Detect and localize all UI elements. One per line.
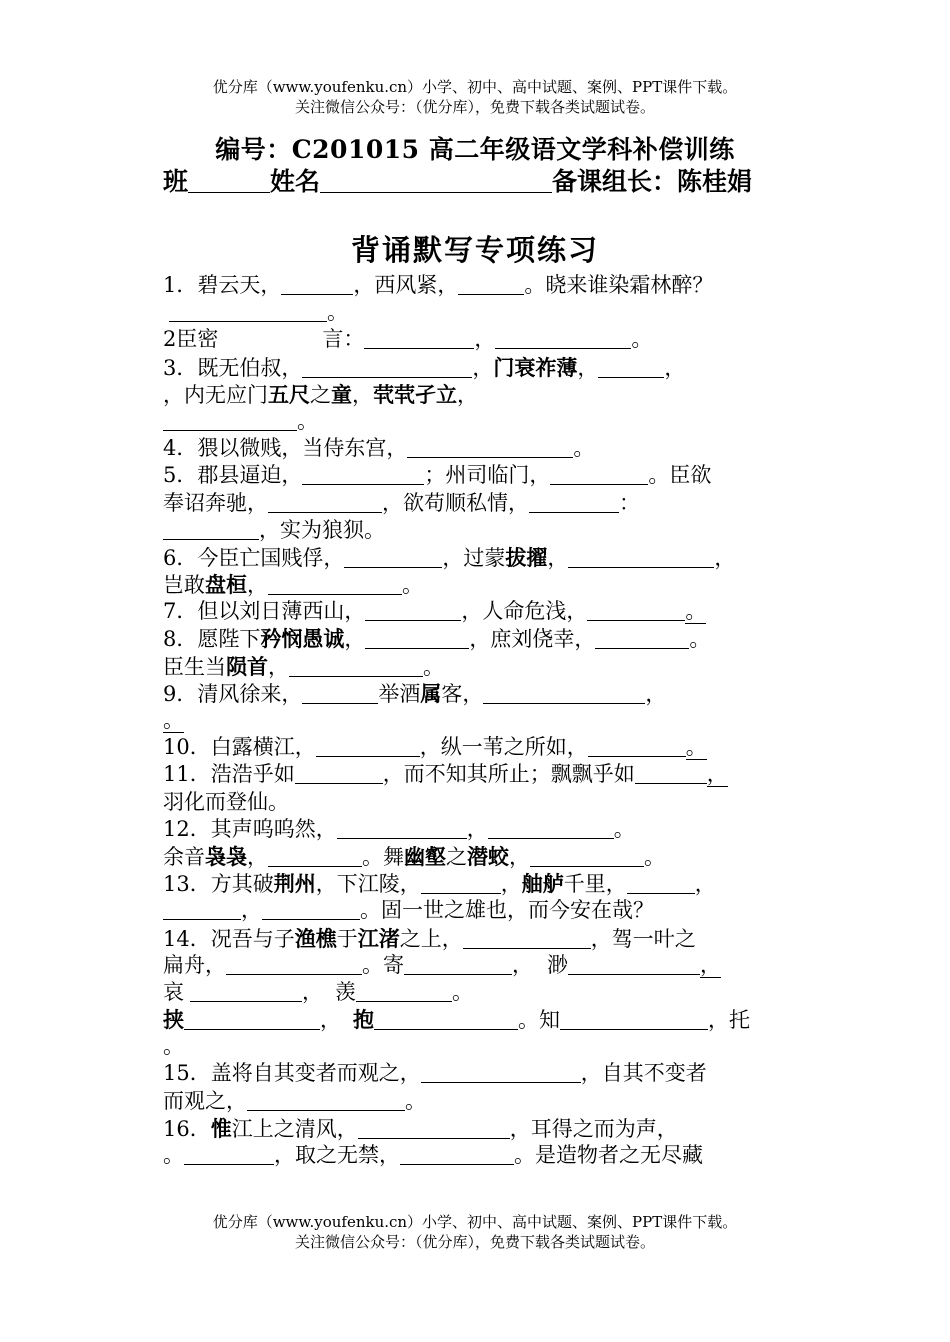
blank[interactable] xyxy=(163,518,259,540)
blank[interactable] xyxy=(302,682,378,704)
question-14: 14．况吾与子渔樵于江渚之上， ，驾一叶之 xyxy=(163,925,696,951)
question-6: 6．今臣亡国贱俘， ，过蒙拔擢， ， xyxy=(163,544,736,570)
blank[interactable] xyxy=(400,1143,514,1165)
question-1-cont: 。 xyxy=(163,299,803,326)
blank[interactable] xyxy=(530,845,644,867)
blank[interactable] xyxy=(302,356,472,378)
question-8: 8．愿陛下矜悯愚诚， ，庶刘侥幸， 。 xyxy=(163,626,711,652)
question-15-cont: 而观之， 。 xyxy=(163,1088,426,1113)
question-8-cont: 臣生当陨首， 。 xyxy=(163,653,444,679)
leader-label: 备课组长：陈桂娟 xyxy=(552,167,753,196)
question-11: 11．浩浩乎如 ，而不知其所止；飘飘乎如 ， xyxy=(163,762,728,787)
question-16: 16．惟江上之清风， ，耳得之而为声， xyxy=(163,1115,678,1141)
blank[interactable] xyxy=(295,762,383,784)
question-9-cont: 。 xyxy=(163,708,184,732)
blank[interactable] xyxy=(365,627,469,649)
question-3-cont2: 。 xyxy=(163,408,803,435)
blank[interactable] xyxy=(262,898,360,920)
blank[interactable] xyxy=(568,546,714,568)
blank[interactable] xyxy=(595,627,689,649)
question-16-cont: 。 ，取之无禁， 。是造物者之无尽藏 xyxy=(163,1143,703,1167)
exercise-body xyxy=(163,272,803,1169)
class-name-line xyxy=(163,162,752,198)
name-blank[interactable] xyxy=(320,171,552,193)
blank[interactable] xyxy=(598,356,664,378)
blank[interactable] xyxy=(374,1008,518,1030)
page-footer xyxy=(0,1212,950,1252)
blank[interactable] xyxy=(404,953,512,975)
question-14-cont2: 哀 ， 羡 。 xyxy=(163,979,473,1004)
question-13-cont: ， 。固一世之雄也，而今安在哉？ xyxy=(163,897,803,924)
blank[interactable] xyxy=(302,463,424,485)
header-line-2: 关注微信公众号：（优分库），免费下载各类试题试卷。 xyxy=(294,98,655,116)
blank[interactable] xyxy=(458,273,524,295)
question-5: 5．郡县逼迫， ；州司临门， 。臣欲 xyxy=(163,463,712,488)
document-title: 编号：C201015 高二年级语文学科补偿训练 xyxy=(215,135,735,164)
blank[interactable] xyxy=(190,980,302,1002)
blank[interactable] xyxy=(560,1008,708,1030)
question-15: 15．盖将自其变者而观之， ，自其不变者 xyxy=(163,1061,707,1086)
blank[interactable] xyxy=(281,273,353,295)
section-heading: 背诵默写专项练习 xyxy=(350,233,599,267)
blank[interactable] xyxy=(568,953,700,975)
class-label: 班 xyxy=(163,167,189,196)
question-14-cont: 扁舟， 。寄 ， 渺 ， xyxy=(163,952,721,977)
question-7: 7．但以刘日薄西山， ，人命危浅， 。 xyxy=(163,599,707,624)
blank[interactable] xyxy=(337,817,467,839)
blank[interactable] xyxy=(421,872,501,894)
blank[interactable] xyxy=(588,735,686,757)
blank[interactable] xyxy=(163,898,241,920)
question-1: 1．碧云天， ，西风紧， 。晓来谁染霜林醉？ xyxy=(163,273,714,297)
page-header xyxy=(0,77,950,117)
question-4: 4．猥以微贱，当侍东宫， 。 xyxy=(163,436,595,461)
blank[interactable] xyxy=(316,735,420,757)
question-11-cont: 羽化而登仙。 xyxy=(163,789,289,814)
class-blank[interactable] xyxy=(188,171,270,193)
question-13: 13．方其破荆州，下江陵， ，舳舻千里， ， xyxy=(163,871,716,897)
blank[interactable] xyxy=(358,1117,510,1139)
name-label: 姓名 xyxy=(270,167,321,196)
blank[interactable] xyxy=(635,762,707,784)
blank[interactable] xyxy=(289,655,423,677)
question-14-cont3: 挟 ， 抱 。知 ，托 xyxy=(163,1007,750,1033)
blank[interactable] xyxy=(163,409,297,431)
question-9: 9．清风徐来， 举酒属客， ， xyxy=(163,680,667,706)
question-3-cont: ，内无应门五尺之童，茕茕孑立， xyxy=(163,381,478,407)
blank[interactable] xyxy=(529,491,619,513)
blank[interactable] xyxy=(488,817,614,839)
blank[interactable] xyxy=(364,327,474,349)
question-2: 2臣密 言： ， 。 xyxy=(163,327,653,352)
blank[interactable] xyxy=(495,327,631,349)
question-12-cont: 余音袅袅， 。舞幽壑之潜蛟， 。 xyxy=(163,843,665,869)
blank[interactable] xyxy=(169,300,327,322)
question-5-cont: 奉诏奔驰， ，欲苟顺私情， ： xyxy=(163,490,640,515)
blank[interactable] xyxy=(344,546,442,568)
question-14-cont4: 。 xyxy=(163,1034,184,1059)
blank[interactable] xyxy=(184,1008,320,1030)
blank[interactable] xyxy=(365,599,461,621)
blank[interactable] xyxy=(550,463,648,485)
header-line-1: 优分库（www.youfenku.cn）小学、初中、高中试题、案例、PPT课件下载。 xyxy=(212,78,738,96)
footer-line-2: 关注微信公众号：（优分库），免费下载各类试题试卷。 xyxy=(294,1233,655,1251)
blank[interactable] xyxy=(483,682,645,704)
blank[interactable] xyxy=(226,953,362,975)
blank[interactable] xyxy=(268,845,362,867)
blank[interactable] xyxy=(463,927,591,949)
blank[interactable] xyxy=(356,980,452,1002)
question-10: 10．白露横江， ，纵一苇之所如， 。 xyxy=(163,735,707,760)
footer-line-1: 优分库（www.youfenku.cn）小学、初中、高中试题、案例、PPT课件下载。 xyxy=(212,1213,738,1231)
blank[interactable] xyxy=(268,491,382,513)
question-12: 12．其声呜呜然， ， 。 xyxy=(163,816,635,841)
question-3: 3．既无伯叔， ，门衰祚薄， ， xyxy=(163,354,686,380)
blank[interactable] xyxy=(247,1089,405,1111)
blank[interactable] xyxy=(587,599,685,621)
blank[interactable] xyxy=(627,872,695,894)
blank[interactable] xyxy=(184,1143,274,1165)
blank[interactable] xyxy=(407,436,573,458)
question-5-cont2: ，实为狼狈。 xyxy=(163,517,803,544)
blank[interactable] xyxy=(421,1061,581,1083)
question-6-cont: 岂敢盘桓， 。 xyxy=(163,572,423,598)
blank[interactable] xyxy=(268,573,402,595)
